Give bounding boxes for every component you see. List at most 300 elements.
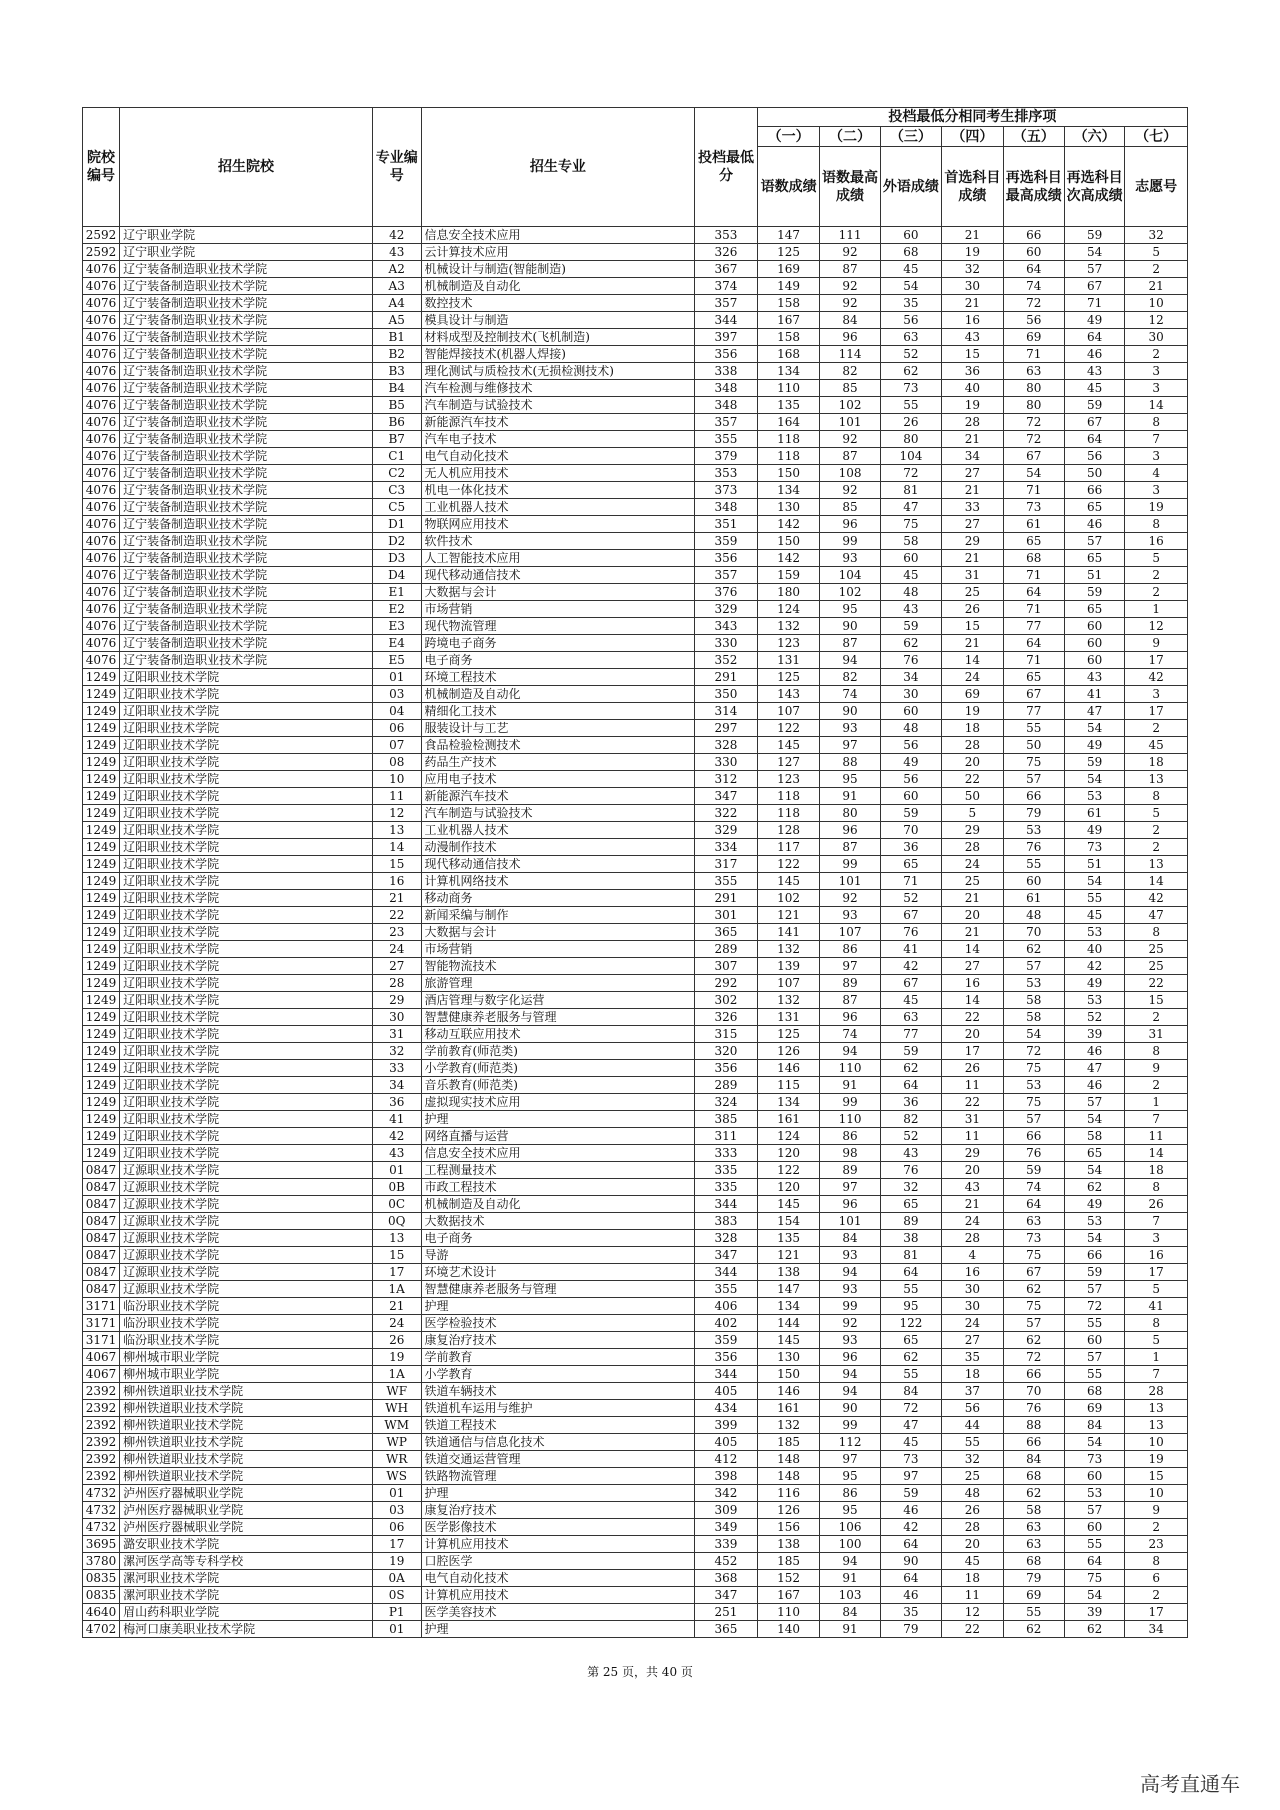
school-name-cell: 泸州医疗器械职业学院 (120, 1519, 373, 1536)
table-row (83, 448, 1188, 465)
school-name-cell: 辽宁装备制造职业技术学院 (120, 567, 373, 584)
choice-number-cell: 17 (1125, 703, 1188, 720)
major-name-cell: 大数据与会计 (421, 924, 695, 941)
choice-number-cell: 2 (1125, 584, 1188, 601)
major-code-cell: 17 (372, 1536, 421, 1553)
table-row (83, 499, 1188, 516)
reselect-second-cell: 53 (1064, 1485, 1124, 1502)
first-subject-cell: 32 (942, 1451, 1003, 1468)
chinese-math-score-cell: 161 (757, 1111, 820, 1128)
major-code-cell: 0C (372, 1196, 421, 1213)
reselect-second-cell: 60 (1064, 652, 1124, 669)
first-subject-cell: 4 (942, 1247, 1003, 1264)
table-row (83, 329, 1188, 346)
chinese-math-max-cell: 80 (820, 805, 880, 822)
choice-number-cell: 3 (1125, 448, 1188, 465)
reselect-second-cell: 52 (1064, 1009, 1124, 1026)
choice-number-cell: 16 (1125, 533, 1188, 550)
choice-number-cell: 28 (1125, 1383, 1188, 1400)
reselect-second-cell: 55 (1064, 1315, 1124, 1332)
foreign-language-cell: 72 (880, 1400, 941, 1417)
min-score-cell: 398 (695, 1468, 758, 1485)
major-name-cell: 智慧健康养老服务与管理 (421, 1009, 695, 1026)
first-subject-cell: 24 (942, 856, 1003, 873)
school-code-cell: 4076 (83, 635, 120, 652)
reselect-second-cell: 60 (1064, 618, 1124, 635)
reselect-second-cell: 54 (1064, 244, 1124, 261)
min-score-cell: 452 (695, 1553, 758, 1570)
choice-number-cell: 7 (1125, 1111, 1188, 1128)
school-name-cell: 辽阳职业技术学院 (120, 703, 373, 720)
reselect-max-cell: 76 (1003, 1400, 1064, 1417)
min-score-cell: 412 (695, 1451, 758, 1468)
school-code-cell: 4732 (83, 1502, 120, 1519)
table-row (83, 890, 1188, 907)
school-name-cell: 辽阳职业技术学院 (120, 941, 373, 958)
choice-number-cell: 2 (1125, 1077, 1188, 1094)
choice-number-cell: 13 (1125, 1417, 1188, 1434)
table-row (83, 227, 1188, 244)
reselect-second-cell: 54 (1064, 873, 1124, 890)
reselect-max-cell: 68 (1003, 1468, 1064, 1485)
school-name-cell: 辽源职业技术学院 (120, 1196, 373, 1213)
choice-number-cell: 47 (1125, 907, 1188, 924)
school-name-cell: 辽阳职业技术学院 (120, 771, 373, 788)
min-score-cell: 365 (695, 924, 758, 941)
chinese-math-max-cell: 99 (820, 1298, 880, 1315)
chinese-math-max-cell: 92 (820, 482, 880, 499)
chinese-math-max-cell: 82 (820, 669, 880, 686)
choice-number-cell: 2 (1125, 1009, 1188, 1026)
first-subject-cell: 16 (942, 312, 1003, 329)
chinese-math-max-cell: 87 (820, 261, 880, 278)
chinese-math-max-cell: 98 (820, 1145, 880, 1162)
major-name-cell: 无人机应用技术 (421, 465, 695, 482)
table-row (83, 720, 1188, 737)
table-body (83, 227, 1188, 1638)
table-row (83, 414, 1188, 431)
table-row (83, 1570, 1188, 1587)
reselect-max-cell: 76 (1003, 1145, 1064, 1162)
major-code-cell: 10 (372, 771, 421, 788)
chinese-math-score-cell: 150 (757, 533, 820, 550)
reselect-second-cell: 60 (1064, 1332, 1124, 1349)
foreign-language-cell: 89 (880, 1213, 941, 1230)
school-name-cell: 辽阳职业技术学院 (120, 720, 373, 737)
major-name-cell: 康复治疗技术 (421, 1332, 695, 1349)
foreign-language-cell: 72 (880, 465, 941, 482)
school-name-cell: 辽阳职业技术学院 (120, 958, 373, 975)
chinese-math-max-cell: 101 (820, 873, 880, 890)
school-name-cell: 辽阳职业技术学院 (120, 805, 373, 822)
reselect-max-cell: 61 (1003, 516, 1064, 533)
chinese-math-score-cell: 131 (757, 1009, 820, 1026)
reselect-max-cell: 64 (1003, 261, 1064, 278)
major-name-cell: 现代移动通信技术 (421, 856, 695, 873)
reselect-max-cell: 72 (1003, 1043, 1064, 1060)
major-name-cell: 医学美容技术 (421, 1604, 695, 1621)
school-code-cell: 1249 (83, 754, 120, 771)
chinese-math-score-cell: 128 (757, 822, 820, 839)
major-name-cell: 机电一体化技术 (421, 482, 695, 499)
major-code-cell: 0Q (372, 1213, 421, 1230)
table-row (83, 1196, 1188, 1213)
chinese-math-score-cell: 150 (757, 1366, 820, 1383)
first-subject-cell: 43 (942, 1179, 1003, 1196)
school-code-cell: 1249 (83, 873, 120, 890)
min-score-cell: 368 (695, 1570, 758, 1587)
chinese-math-max-cell: 99 (820, 533, 880, 550)
table-row (83, 1094, 1188, 1111)
school-code-cell: 0847 (83, 1264, 120, 1281)
choice-number-cell: 25 (1125, 941, 1188, 958)
major-name-cell: 信息安全技术应用 (421, 227, 695, 244)
major-name-cell: 小学教育 (421, 1366, 695, 1383)
foreign-language-cell: 56 (880, 771, 941, 788)
choice-number-cell: 32 (1125, 227, 1188, 244)
reselect-max-cell: 80 (1003, 380, 1064, 397)
min-score-cell: 399 (695, 1417, 758, 1434)
table-row (83, 1332, 1188, 1349)
choice-number-cell: 18 (1125, 754, 1188, 771)
major-name-cell: 大数据技术 (421, 1213, 695, 1230)
min-score-cell: 334 (695, 839, 758, 856)
major-name-cell: 医学检验技术 (421, 1315, 695, 1332)
table-row (83, 856, 1188, 873)
table-row (83, 992, 1188, 1009)
foreign-language-cell: 45 (880, 261, 941, 278)
chinese-math-score-cell: 134 (757, 1298, 820, 1315)
major-name-cell: 移动互联应用技术 (421, 1026, 695, 1043)
table-row (83, 465, 1188, 482)
school-code-cell: 0847 (83, 1179, 120, 1196)
min-score-cell: 335 (695, 1162, 758, 1179)
school-name-cell: 辽宁装备制造职业技术学院 (120, 516, 373, 533)
school-code-cell: 1249 (83, 839, 120, 856)
header-rank-label: 再选科目次高成绩 (1064, 147, 1124, 227)
chinese-math-max-cell: 93 (820, 907, 880, 924)
major-code-cell: 0B (372, 1179, 421, 1196)
header-school-code: 院校编号 (83, 108, 120, 227)
major-code-cell: 23 (372, 924, 421, 941)
chinese-math-score-cell: 130 (757, 1349, 820, 1366)
table-row (83, 550, 1188, 567)
chinese-math-score-cell: 159 (757, 567, 820, 584)
foreign-language-cell: 46 (880, 1502, 941, 1519)
reselect-max-cell: 58 (1003, 992, 1064, 1009)
min-score-cell: 338 (695, 363, 758, 380)
choice-number-cell: 30 (1125, 329, 1188, 346)
table-row (83, 1485, 1188, 1502)
foreign-language-cell: 59 (880, 618, 941, 635)
major-code-cell: 08 (372, 754, 421, 771)
school-code-cell: 2392 (83, 1383, 120, 1400)
school-name-cell: 辽阳职业技术学院 (120, 788, 373, 805)
table-row (83, 1213, 1188, 1230)
first-subject-cell: 44 (942, 1417, 1003, 1434)
foreign-language-cell: 59 (880, 1485, 941, 1502)
first-subject-cell: 31 (942, 1111, 1003, 1128)
header-rank-num: （一） (757, 127, 820, 147)
chinese-math-max-cell: 88 (820, 754, 880, 771)
major-name-cell: 汽车检测与维修技术 (421, 380, 695, 397)
chinese-math-score-cell: 131 (757, 652, 820, 669)
table-row (83, 261, 1188, 278)
table-row (83, 703, 1188, 720)
reselect-max-cell: 57 (1003, 958, 1064, 975)
school-code-cell: 4076 (83, 414, 120, 431)
choice-number-cell: 5 (1125, 1332, 1188, 1349)
reselect-max-cell: 75 (1003, 1094, 1064, 1111)
first-subject-cell: 26 (942, 1502, 1003, 1519)
min-score-cell: 301 (695, 907, 758, 924)
min-score-cell: 291 (695, 890, 758, 907)
reselect-max-cell: 71 (1003, 346, 1064, 363)
table-row (83, 754, 1188, 771)
chinese-math-score-cell: 110 (757, 380, 820, 397)
school-name-cell: 潞安职业技术学院 (120, 1536, 373, 1553)
first-subject-cell: 29 (942, 822, 1003, 839)
major-code-cell: 22 (372, 907, 421, 924)
foreign-language-cell: 32 (880, 1179, 941, 1196)
school-code-cell: 1249 (83, 703, 120, 720)
major-code-cell: 27 (372, 958, 421, 975)
min-score-cell: 357 (695, 567, 758, 584)
major-code-cell: 03 (372, 686, 421, 703)
min-score-cell: 385 (695, 1111, 758, 1128)
min-score-cell: 344 (695, 312, 758, 329)
school-name-cell: 辽宁装备制造职业技术学院 (120, 550, 373, 567)
first-subject-cell: 24 (942, 1315, 1003, 1332)
chinese-math-max-cell: 74 (820, 686, 880, 703)
major-name-cell: 酒店管理与数字化运营 (421, 992, 695, 1009)
chinese-math-max-cell: 93 (820, 720, 880, 737)
major-code-cell: 17 (372, 1264, 421, 1281)
reselect-second-cell: 53 (1064, 788, 1124, 805)
school-code-cell: 4076 (83, 346, 120, 363)
reselect-second-cell: 71 (1064, 295, 1124, 312)
chinese-math-max-cell: 87 (820, 635, 880, 652)
choice-number-cell: 5 (1125, 244, 1188, 261)
foreign-language-cell: 73 (880, 380, 941, 397)
major-name-cell: 云计算技术应用 (421, 244, 695, 261)
first-subject-cell: 22 (942, 771, 1003, 788)
choice-number-cell: 26 (1125, 1196, 1188, 1213)
reselect-second-cell: 49 (1064, 312, 1124, 329)
min-score-cell: 328 (695, 737, 758, 754)
major-name-cell: 护理 (421, 1111, 695, 1128)
foreign-language-cell: 55 (880, 1366, 941, 1383)
school-code-cell: 2392 (83, 1451, 120, 1468)
major-name-cell: 机械制造及自动化 (421, 278, 695, 295)
chinese-math-max-cell: 90 (820, 618, 880, 635)
choice-number-cell: 25 (1125, 958, 1188, 975)
major-code-cell: A3 (372, 278, 421, 295)
school-code-cell: 1249 (83, 924, 120, 941)
min-score-cell: 347 (695, 1587, 758, 1604)
first-subject-cell: 21 (942, 295, 1003, 312)
major-name-cell: 服装设计与工艺 (421, 720, 695, 737)
first-subject-cell: 27 (942, 516, 1003, 533)
major-code-cell: E1 (372, 584, 421, 601)
first-subject-cell: 19 (942, 703, 1003, 720)
major-code-cell: WF (372, 1383, 421, 1400)
min-score-cell: 367 (695, 261, 758, 278)
first-subject-cell: 17 (942, 1043, 1003, 1060)
major-code-cell: 21 (372, 1298, 421, 1315)
school-name-cell: 辽阳职业技术学院 (120, 822, 373, 839)
foreign-language-cell: 70 (880, 822, 941, 839)
school-code-cell: 4076 (83, 584, 120, 601)
reselect-max-cell: 76 (1003, 839, 1064, 856)
major-name-cell: 电气自动化技术 (421, 448, 695, 465)
chinese-math-score-cell: 185 (757, 1553, 820, 1570)
school-code-cell: 1249 (83, 788, 120, 805)
reselect-second-cell: 54 (1064, 1587, 1124, 1604)
first-subject-cell: 14 (942, 652, 1003, 669)
chinese-math-score-cell: 126 (757, 1043, 820, 1060)
chinese-math-score-cell: 167 (757, 1587, 820, 1604)
chinese-math-score-cell: 118 (757, 805, 820, 822)
reselect-max-cell: 79 (1003, 805, 1064, 822)
major-code-cell: B2 (372, 346, 421, 363)
major-code-cell: C5 (372, 499, 421, 516)
major-name-cell: 汽车制造与试验技术 (421, 397, 695, 414)
school-code-cell: 1249 (83, 1009, 120, 1026)
min-score-cell: 352 (695, 652, 758, 669)
chinese-math-max-cell: 92 (820, 431, 880, 448)
major-code-cell: B7 (372, 431, 421, 448)
school-code-cell: 1249 (83, 958, 120, 975)
school-name-cell: 辽宁装备制造职业技术学院 (120, 414, 373, 431)
chinese-math-max-cell: 92 (820, 295, 880, 312)
choice-number-cell: 2 (1125, 261, 1188, 278)
min-score-cell: 355 (695, 1281, 758, 1298)
table-row (83, 1111, 1188, 1128)
chinese-math-score-cell: 168 (757, 346, 820, 363)
major-name-cell: 软件技术 (421, 533, 695, 550)
chinese-math-max-cell: 102 (820, 584, 880, 601)
reselect-max-cell: 59 (1003, 1162, 1064, 1179)
reselect-max-cell: 66 (1003, 1434, 1064, 1451)
choice-number-cell: 22 (1125, 975, 1188, 992)
chinese-math-max-cell: 97 (820, 1451, 880, 1468)
min-score-cell: 434 (695, 1400, 758, 1417)
min-score-cell: 353 (695, 227, 758, 244)
chinese-math-max-cell: 110 (820, 1060, 880, 1077)
school-name-cell: 辽宁装备制造职业技术学院 (120, 363, 373, 380)
reselect-second-cell: 55 (1064, 1536, 1124, 1553)
reselect-max-cell: 74 (1003, 1179, 1064, 1196)
table-row (83, 601, 1188, 618)
choice-number-cell: 12 (1125, 312, 1188, 329)
major-name-cell: 计算机应用技术 (421, 1587, 695, 1604)
first-subject-cell: 20 (942, 1162, 1003, 1179)
major-code-cell: E5 (372, 652, 421, 669)
school-code-cell: 4076 (83, 550, 120, 567)
school-code-cell: 2392 (83, 1417, 120, 1434)
chinese-math-max-cell: 110 (820, 1111, 880, 1128)
chinese-math-max-cell: 96 (820, 1196, 880, 1213)
choice-number-cell: 2 (1125, 839, 1188, 856)
foreign-language-cell: 35 (880, 1604, 941, 1621)
min-score-cell: 348 (695, 380, 758, 397)
major-code-cell: 14 (372, 839, 421, 856)
min-score-cell: 402 (695, 1315, 758, 1332)
school-code-cell: 1249 (83, 1111, 120, 1128)
major-code-cell: A2 (372, 261, 421, 278)
school-code-cell: 4076 (83, 533, 120, 550)
chinese-math-score-cell: 145 (757, 1196, 820, 1213)
table-row (83, 363, 1188, 380)
major-code-cell: 13 (372, 1230, 421, 1247)
min-score-cell: 251 (695, 1604, 758, 1621)
foreign-language-cell: 47 (880, 499, 941, 516)
table-row (83, 1162, 1188, 1179)
reselect-max-cell: 48 (1003, 907, 1064, 924)
header-major-code: 专业编号 (372, 108, 421, 227)
choice-number-cell: 10 (1125, 1485, 1188, 1502)
chinese-math-max-cell: 84 (820, 1604, 880, 1621)
major-name-cell: 护理 (421, 1621, 695, 1638)
choice-number-cell: 2 (1125, 822, 1188, 839)
chinese-math-max-cell: 96 (820, 822, 880, 839)
min-score-cell: 302 (695, 992, 758, 1009)
major-code-cell: 12 (372, 805, 421, 822)
min-score-cell: 309 (695, 1502, 758, 1519)
major-code-cell: C2 (372, 465, 421, 482)
choice-number-cell: 9 (1125, 635, 1188, 652)
choice-number-cell: 19 (1125, 499, 1188, 516)
reselect-max-cell: 69 (1003, 1587, 1064, 1604)
choice-number-cell: 8 (1125, 788, 1188, 805)
min-score-cell: 406 (695, 1298, 758, 1315)
reselect-second-cell: 43 (1064, 669, 1124, 686)
major-name-cell: 现代移动通信技术 (421, 567, 695, 584)
header-rank-label: 外语成绩 (880, 147, 941, 227)
foreign-language-cell: 82 (880, 1111, 941, 1128)
header-rank-num: （二） (820, 127, 880, 147)
table-row (83, 1451, 1188, 1468)
chinese-math-score-cell: 169 (757, 261, 820, 278)
school-code-cell: 4076 (83, 312, 120, 329)
major-code-cell: 24 (372, 941, 421, 958)
foreign-language-cell: 60 (880, 703, 941, 720)
chinese-math-max-cell: 91 (820, 1077, 880, 1094)
school-code-cell: 2392 (83, 1434, 120, 1451)
school-name-cell: 辽阳职业技术学院 (120, 1094, 373, 1111)
first-subject-cell: 20 (942, 907, 1003, 924)
major-code-cell: WP (372, 1434, 421, 1451)
choice-number-cell: 1 (1125, 601, 1188, 618)
reselect-second-cell: 65 (1064, 1145, 1124, 1162)
min-score-cell: 376 (695, 584, 758, 601)
school-code-cell: 4076 (83, 295, 120, 312)
chinese-math-max-cell: 86 (820, 1128, 880, 1145)
first-subject-cell: 18 (942, 1366, 1003, 1383)
chinese-math-score-cell: 158 (757, 329, 820, 346)
major-code-cell: 41 (372, 1111, 421, 1128)
min-score-cell: 383 (695, 1213, 758, 1230)
school-code-cell: 3780 (83, 1553, 120, 1570)
reselect-second-cell: 66 (1064, 1247, 1124, 1264)
min-score-cell: 326 (695, 1009, 758, 1026)
reselect-max-cell: 63 (1003, 1536, 1064, 1553)
foreign-language-cell: 62 (880, 1349, 941, 1366)
first-subject-cell: 15 (942, 346, 1003, 363)
reselect-second-cell: 39 (1064, 1604, 1124, 1621)
chinese-math-score-cell: 148 (757, 1451, 820, 1468)
